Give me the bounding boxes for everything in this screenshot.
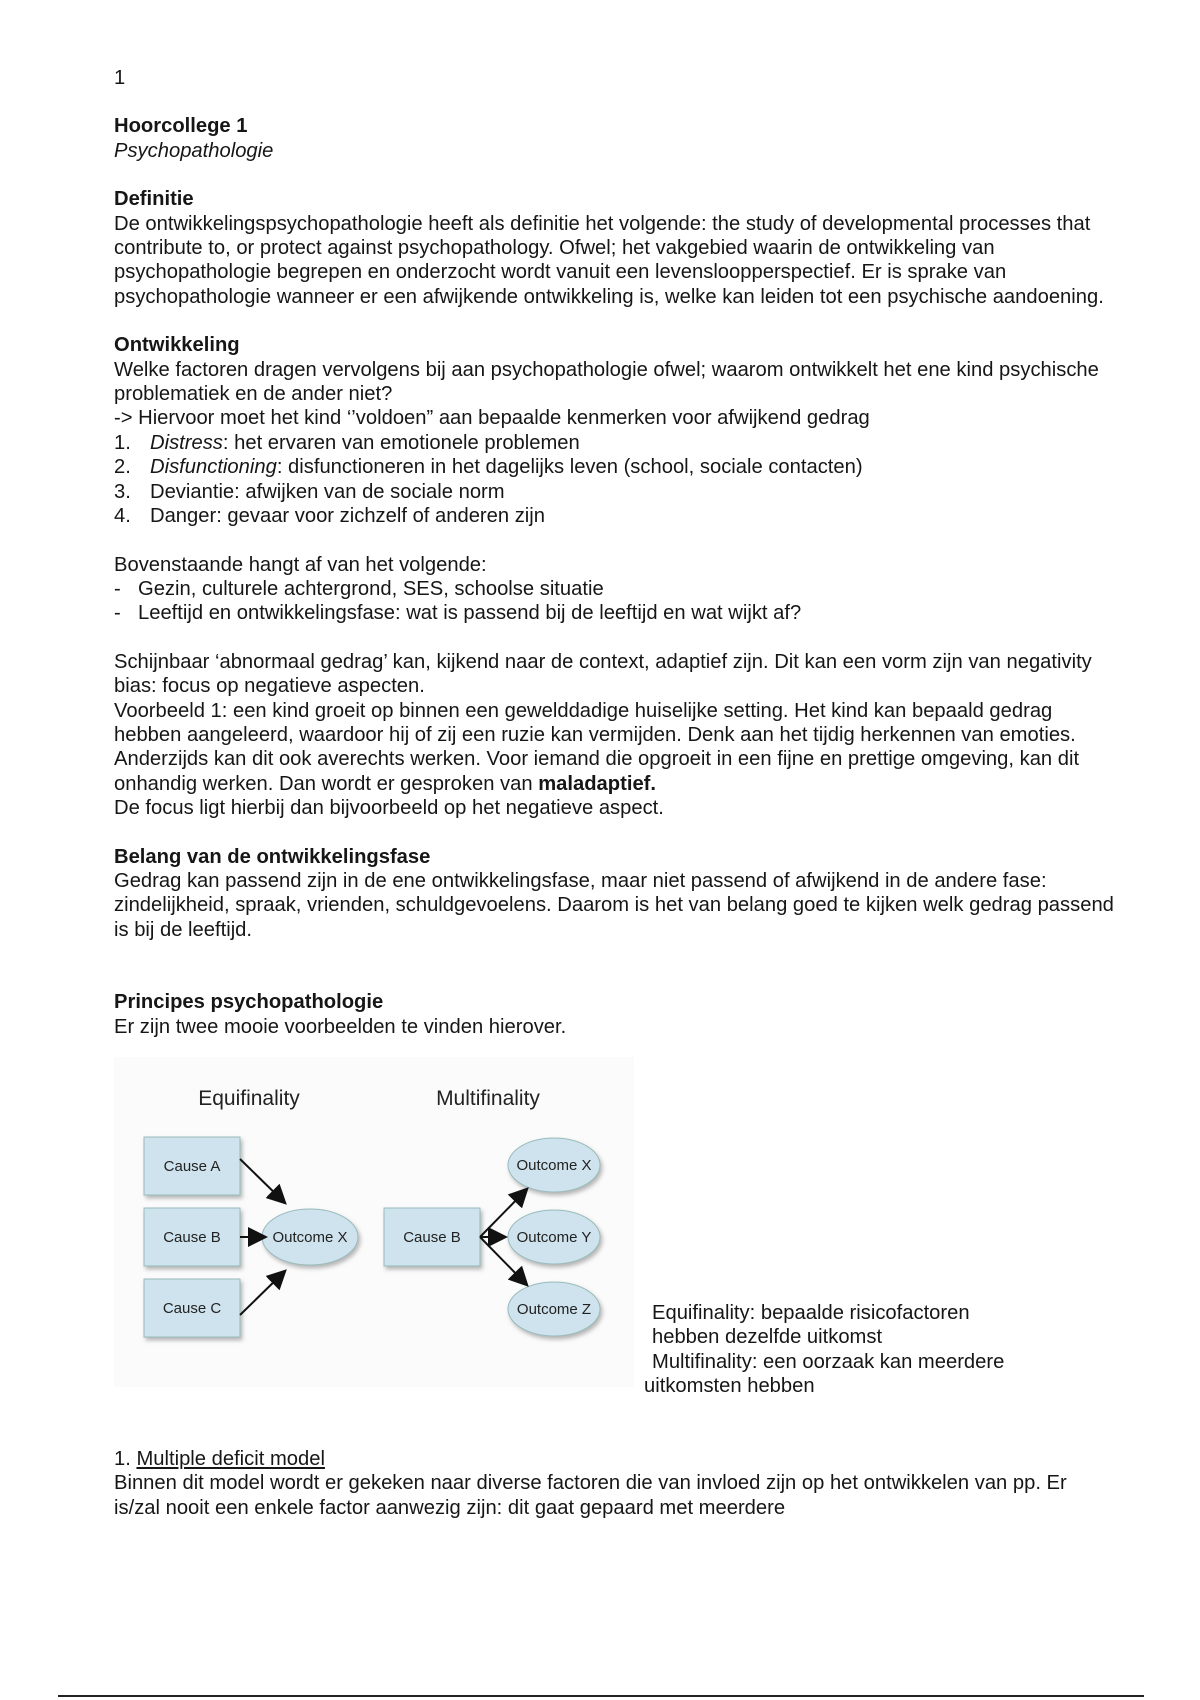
definitie-heading: Definitie	[114, 188, 194, 211]
list-item: 4. Danger: gevaar voor zichzelf of anderen zijn	[114, 505, 545, 528]
page-bottom-rule	[58, 1695, 1144, 1697]
equi-outcome-label: Outcome X	[272, 1229, 348, 1246]
ontwikkeling-heading: Ontwikkeling	[114, 334, 240, 357]
maladaptief-term: maladaptief.	[538, 772, 656, 795]
depends-list	[114, 577, 1114, 626]
definitie-text: De ontwikkelingspsychopathologie heeft als definitie het volgende: the study of developmental processes that contribute to, or protect against psychopathology. Ofwel; het vakgebied waarin de ontwikkeling van psychopathologie begrepen en onderzocht wordt vanuit een levensloopperspectief. Er is sprake van psychopathologie wanneer er een afwijkende ontwikkeling is, welke kan leiden tot een psychische aandoening.	[114, 212, 1104, 308]
principes-heading: Principes psychopathologie	[114, 991, 384, 1014]
page-number: 1	[114, 67, 126, 89]
multi-cause-label: Cause B	[403, 1229, 461, 1246]
caption-line: Equifinality: bepaalde risicofactoren	[652, 1302, 970, 1324]
list-item: 2. Disfunctioning: disfunctioneren in het dagelijks leven (school, sociale contacten)	[114, 456, 863, 479]
equifinality-multifinality-diagram	[114, 1057, 634, 1387]
cause-c-label: Cause C	[162, 1300, 222, 1317]
mdm-text: Binnen dit model wordt er gekeken naar diverse factoren die van invloed zijn op het ontwikkelen van pp. Er is/zal nooit een enkele factor aanwezig zijn: dit gaat gepaard met meerdere	[114, 1472, 1067, 1519]
page-title: Hoorcollege 1	[114, 115, 248, 138]
mdm-heading: 1. Multiple deficit model	[114, 1448, 325, 1470]
list-item: 3. Deviantie: afwijken van de sociale norm	[114, 480, 505, 503]
diagram-caption	[644, 1301, 1064, 1399]
equifinality-title: Equifinality	[198, 1087, 300, 1110]
outcome-x-label: Outcome X	[516, 1157, 592, 1174]
cause-a-label: Cause A	[163, 1158, 221, 1175]
depends-intro: Bovenstaande hangt af van het volgende:	[114, 553, 487, 576]
list-item: - Leeftijd en ontwikkelingsfase: wat is passend bij de leeftijd en wat wijkt af?	[114, 602, 802, 625]
outcome-y-label: Outcome Y	[516, 1229, 592, 1246]
belang-text: Gedrag kan passend zijn in de ene ontwikkelingsfase, maar niet passend of afwijkend in de andere fase: zindelijkheid, spraak, vrienden, schuldgevoelens. Daarom is het van belang goed te kijken welk gedrag passend is bij de leeftijd.	[114, 869, 1114, 941]
belang-heading: Belang van de ontwikkelingsfase	[114, 845, 431, 868]
caption-line: hebben dezelfde uitkomst	[652, 1326, 883, 1349]
caption-line: uitkomsten hebben	[644, 1375, 815, 1398]
figure-row	[114, 1057, 1114, 1447]
outcome-z-label: Outcome Z	[516, 1301, 592, 1318]
example-paragraph: Voorbeeld 1: een kind groeit op binnen een gewelddadige huiselijke setting. Het kind kan bepaald gedrag hebben aangeleerd, waardoor hij of zij een ruzie kan vermijden. Denk aan het tijdig herkennen van emoties. Anderzijds kan dit ook averechts werken. Voor iemand die opgroeit in een fijne en prettige omgeving, kan dit onhandig werken. Dan wordt er gesproken van maladaptief.	[114, 699, 1080, 795]
document-page	[114, 66, 1114, 1520]
principes-text: Er zijn twee mooie voorbeelden te vinden hierover.	[114, 1015, 567, 1038]
cause-b-label: Cause B	[163, 1229, 221, 1246]
page-subtitle: Psychopathologie	[114, 139, 274, 162]
caption-line: Multifinality: een oorzaak kan meerdere	[652, 1350, 1005, 1373]
mdm-title: Multiple deficit model	[136, 1448, 325, 1470]
list-item: 1. Distress: het ervaren van emotionele problemen	[114, 431, 580, 454]
focus-line: De focus ligt hierbij dan bijvoorbeeld op het negatieve aspect.	[114, 797, 664, 820]
context-paragraph: Schijnbaar ‘abnormaal gedrag’ kan, kijkend naar de context, adaptief zijn. Dit kan een vorm zijn van negativity bias: focus op negatieve aspecten.	[114, 650, 1092, 698]
multifinality-title: Multifinality	[436, 1087, 540, 1110]
list-item: - Gezin, culturele achtergrond, SES, schoolse situatie	[114, 577, 604, 600]
ontwikkeling-intro: Welke factoren dragen vervolgens bij aan psychopathologie ofwel; waarom ontwikkelt het ene kind psychische problematiek en de ander niet?	[114, 358, 1099, 406]
criteria-list	[114, 431, 1114, 529]
ontwikkeling-arrow-line: -> Hiervoor moet het kind ‘’voldoen” aan bepaalde kenmerken voor afwijkend gedrag	[114, 407, 870, 430]
